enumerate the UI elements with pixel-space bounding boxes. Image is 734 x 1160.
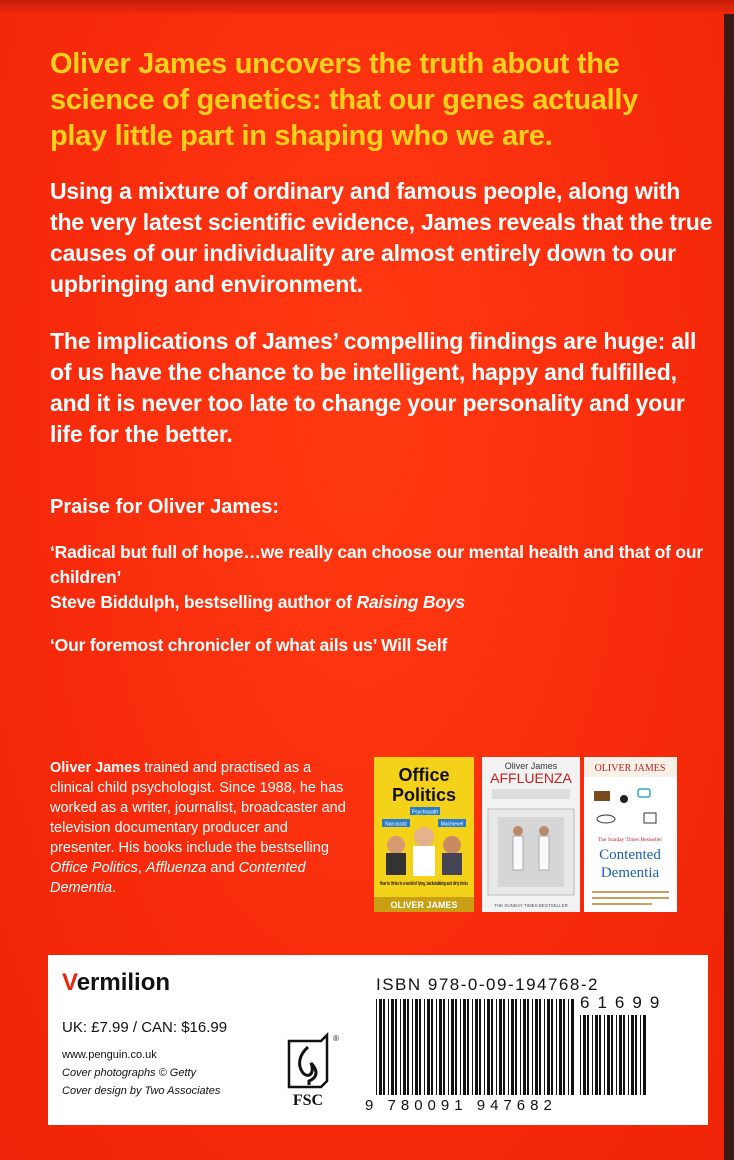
barcode-bar <box>599 1015 601 1095</box>
barcode-bar <box>475 999 478 1095</box>
office-politics-art <box>374 757 474 912</box>
barcode-bar <box>508 999 509 1095</box>
book-cover-contented-dementia <box>584 757 677 912</box>
barcode-bar <box>484 999 485 1095</box>
vermilion-logo-text: ermilion <box>76 969 171 996</box>
barcode-bar <box>547 999 550 1095</box>
barcode-bar <box>631 1015 634 1095</box>
barcode-bar <box>412 999 413 1095</box>
praise-heading: Praise for Oliver James: <box>50 496 280 518</box>
barcode-bar <box>595 1015 598 1095</box>
bio-book-2: Affluenza <box>145 860 207 876</box>
office-politics-title-1: Office <box>398 765 450 785</box>
barcode-bar <box>391 999 394 1095</box>
barcode-bar <box>628 1015 629 1095</box>
blurb-paragraph-2: The implications of James’ compelling findings are huge: all of us have the chance to be intelligent, happy and fulfilled, and it is never too late to change your personality and your life for the better. <box>50 328 697 447</box>
author-bio <box>50 758 350 898</box>
barcode-bar <box>443 999 445 1095</box>
barcode-bar <box>487 999 490 1095</box>
barcode-bar <box>635 1015 637 1095</box>
price: UK: £7.99 / CAN: $16.99 <box>62 1019 228 1036</box>
barcode-bar <box>532 999 533 1095</box>
dementia-title-1: Contented <box>599 847 661 863</box>
barcode-bar <box>419 999 421 1095</box>
affluenza-footer: THE SUNDAY TIMES BESTSELLER <box>494 903 568 908</box>
bio-text: trained and practised as a clinical child psychologist. Since 1988, he has worked as a writer, journalist, broadcaster and television documentary producer and presenter. His books include the bestselling <box>50 760 346 856</box>
barcode-bar <box>388 999 389 1095</box>
author-name: Oliver James <box>50 760 141 776</box>
office-politics-author: OLIVER JAMES <box>390 900 458 910</box>
bio-and: and <box>206 860 239 876</box>
bio-book-1: Office Politics <box>50 860 138 876</box>
barcode-bar <box>479 999 481 1095</box>
quote-attribution: Steve Biddulph, bestselling author of <box>50 592 357 612</box>
barcode-bar <box>592 1015 593 1095</box>
barcode-bar <box>439 999 442 1095</box>
barcode-bar <box>472 999 473 1095</box>
blurb-paragraph-1: Using a mixture of ordinary and famous people, along with the very latest scientific evidence, James reveals that the true causes of our individuality are almost entirely down to our upbringing and environment. <box>50 178 713 297</box>
barcode-bar <box>395 999 397 1095</box>
barcode-bar <box>616 1015 617 1095</box>
barcode-bar <box>403 999 406 1095</box>
barcode-bar <box>460 999 461 1095</box>
barcode-bar <box>535 999 538 1095</box>
barcode-bar <box>427 999 430 1095</box>
barcode-bar <box>515 999 517 1095</box>
barcode-bar <box>400 999 401 1095</box>
barcode-bar <box>491 999 493 1095</box>
barcode-bar <box>376 999 377 1095</box>
barcode-bar <box>583 1015 586 1095</box>
praise-quote-2: ‘Our foremost chronicler of what ails us’ Will Self <box>50 635 448 655</box>
barcode-bar <box>559 999 562 1095</box>
barcode-bar <box>568 999 569 1095</box>
headline: Oliver James uncovers the truth about the science of genetics: that our genes actually play little part in shaping who we are. <box>50 48 638 152</box>
barcode-bar <box>623 1015 625 1095</box>
supplement-barcode <box>580 1015 646 1095</box>
book-cover-office-politics <box>374 757 474 912</box>
price-supplement-code: 61699 <box>580 993 668 1012</box>
barcode-bar <box>451 999 454 1095</box>
barcode-bar <box>551 999 553 1095</box>
tag-psychopath: Psychopath <box>411 809 439 816</box>
contented-dementia-art <box>584 757 677 912</box>
dementia-title-2: Dementia <box>600 865 660 881</box>
dementia-author: OLIVER JAMES <box>594 763 666 774</box>
barcode-bar <box>424 999 425 1095</box>
top-edge <box>0 0 734 14</box>
isbn-label: ISBN 978-0-09-194768-2 <box>376 975 599 994</box>
website: www.penguin.co.uk <box>62 1049 157 1061</box>
barcode-bar <box>455 999 457 1095</box>
tag-narcissist: Narcissist <box>385 821 407 828</box>
fsc-label: FSC <box>292 1092 324 1109</box>
barcode-bar <box>619 1015 622 1095</box>
barcode-bar <box>463 999 466 1095</box>
publisher-panel <box>48 955 708 1125</box>
isbn-barcode <box>376 999 576 1095</box>
barcode-bar <box>383 999 385 1095</box>
barcode-bar <box>499 999 502 1095</box>
barcode-bar <box>640 1015 641 1095</box>
barcode-bar <box>607 1015 610 1095</box>
design-credit: Cover design by Two Associates <box>62 1085 221 1097</box>
barcode-bar <box>580 1015 581 1095</box>
barcode-number: 9 780091 947682 <box>365 1097 557 1114</box>
barcode-bar <box>527 999 529 1095</box>
affluenza-art <box>482 757 580 912</box>
barcode-bar <box>643 1015 646 1095</box>
bio-sep: , <box>137 860 146 876</box>
barcode-bar <box>544 999 545 1095</box>
barcode-bar <box>448 999 449 1095</box>
barcode-bar <box>511 999 514 1095</box>
barcode-bar <box>503 999 505 1095</box>
barcode-bar <box>587 1015 589 1095</box>
fsc-registered: ® <box>333 1034 339 1043</box>
office-politics-title-2: Politics <box>391 785 457 805</box>
barcode-bar <box>539 999 541 1095</box>
quote-text: ‘Radical but full of hope…we really can choose our mental health and that of our children’ <box>50 542 703 587</box>
affluenza-author: Oliver James <box>504 761 558 771</box>
barcode-bar <box>436 999 437 1095</box>
book-cover-affluenza <box>482 757 580 912</box>
barcode-bar <box>431 999 433 1095</box>
barcode-bar <box>407 999 409 1095</box>
quote-book-title: Raising Boys <box>356 592 465 612</box>
barcode-bar <box>604 1015 605 1095</box>
praise-quote-1 <box>50 540 715 615</box>
barcode-bar <box>415 999 418 1095</box>
barcode-bar <box>379 999 382 1095</box>
barcode-bar <box>520 999 521 1095</box>
bio-end: . <box>112 880 117 896</box>
office-politics-subtitle: How to thrive in a world of lying, backstabbing and dirty tricks <box>380 881 469 887</box>
barcode-bar <box>611 1015 613 1095</box>
barcode-bar <box>571 999 574 1095</box>
bio-book-3: Contented Dementia <box>50 860 306 896</box>
dementia-label: The Sunday Times Bestseller <box>597 837 663 843</box>
barcode-bar <box>496 999 497 1095</box>
barcode-bar <box>556 999 557 1095</box>
photo-credit: Cover photographs © Getty <box>62 1067 197 1079</box>
vermilion-logo-v: V <box>62 969 77 996</box>
barcode-bar <box>523 999 526 1095</box>
affluenza-title: AFFLUENZA <box>490 770 572 786</box>
barcode-bar <box>467 999 469 1095</box>
barcode-bar <box>563 999 565 1095</box>
fsc-logo-icon <box>281 1033 337 1113</box>
vermilion-logo <box>62 969 170 997</box>
tag-machievel: Machievel <box>440 821 464 828</box>
